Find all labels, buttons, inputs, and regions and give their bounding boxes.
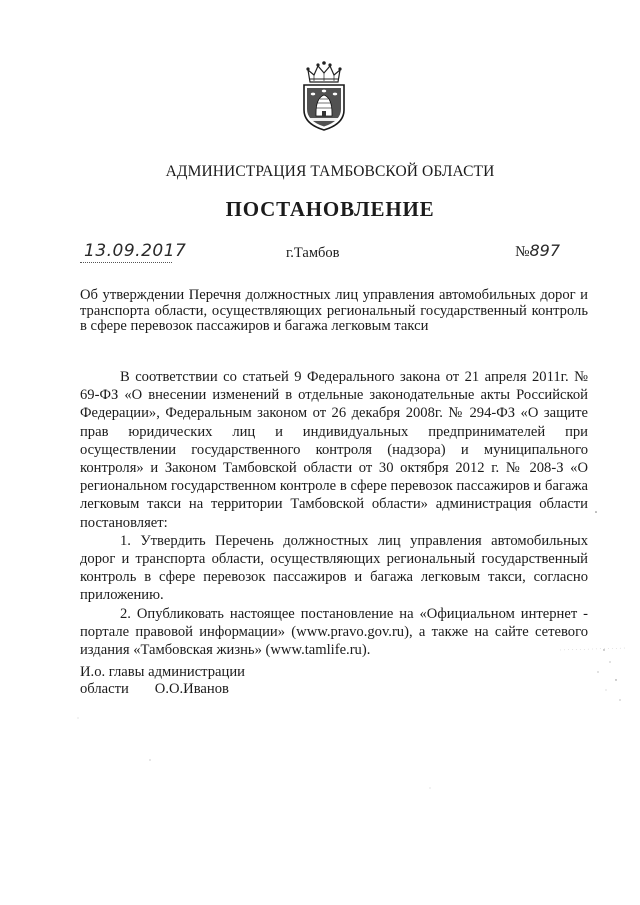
tambov-coat-of-arms-icon <box>296 58 352 134</box>
item-2-paragraph: 2. Опубликовать настоящее постановление на «Официальном интернет - портале правовой информации» (www.pravo.gov.ru), а также на сайте сетевого издания «Тамбовская жизнь» (www.tamlife.ru). <box>80 605 588 659</box>
date-underline <box>80 261 172 263</box>
signature-name-line <box>80 681 245 698</box>
document-city: г.Тамбов <box>286 245 340 261</box>
number-sign: № <box>515 244 530 260</box>
signatory-name: О.О.Иванов <box>154 681 229 697</box>
signature-title-line: И.о. главы администрации <box>80 664 245 680</box>
document-body <box>80 368 588 659</box>
document-subject: Об утверждении Перечня должностных лиц управления автомобильных дорог и транспорта области, осуществляющих региональный государственный контроль в сфере перевозок пассажиров и багажа легковым такси <box>80 287 588 335</box>
document-number <box>515 241 560 261</box>
signature-block <box>80 664 245 698</box>
administration-title: АДМИНИСТРАЦИЯ ТАМБОВСКОЙ ОБЛАСТИ <box>165 163 495 180</box>
number-value: 897 <box>529 241 560 260</box>
document-meta-row <box>80 241 560 269</box>
preamble-paragraph: В соответствии со статьей 9 Федерального закона от 21 апреля 2011г. № 69-ФЗ «О внесении изменений в отдельные законодательные акты Российской Федерации», Федеральным законом от 26 декабря 2008г. № 294-ФЗ «О защите прав юридических лиц и индивидуальных предпринимателей при осуществлении государственного контроля (надзора) и муниципального контроля» и Законом Тамбовской области от 30 октября 2012 г. № 208-З «О региональном государственном контроле в сфере перевозок пассажиров и багажа легковым такси на территории Тамбовской области» администрация области постановляет: <box>80 369 588 531</box>
document-date: 13.09.2017 <box>84 241 187 261</box>
signature-region-label: области <box>80 681 129 697</box>
item-1-paragraph: 1. Утвердить Перечень должностных лиц управления автомобильных дорог и транспорта области, осуществляющих региональный государственный контроль в сфере перевозок пассажиров и багажа легковым такси, согласно приложению. <box>80 532 588 604</box>
document-type-title: ПОСТАНОВЛЕНИЕ <box>225 197 435 221</box>
